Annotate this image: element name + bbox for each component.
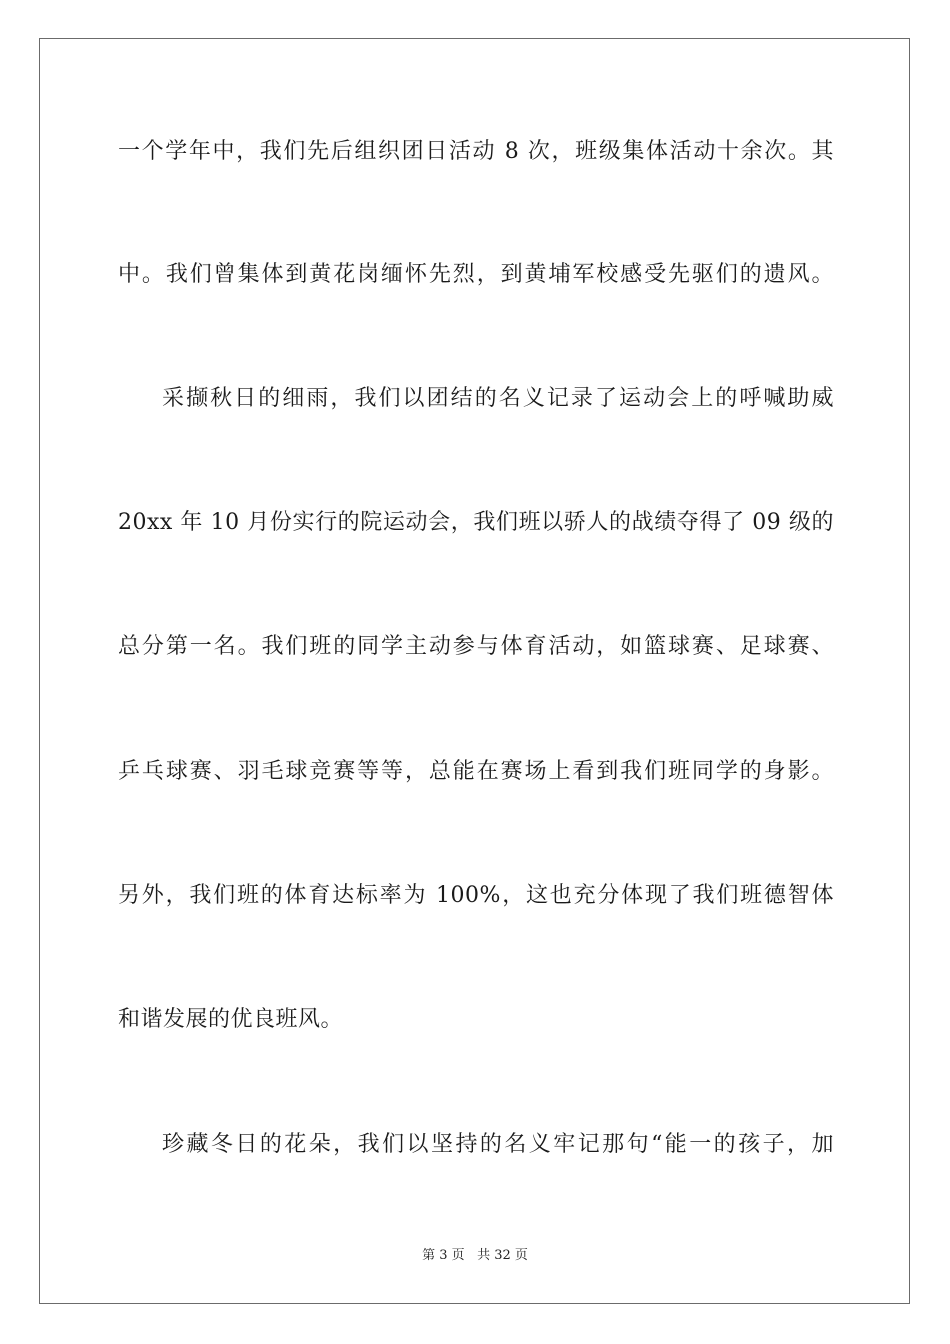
page-total: 共 32 页	[477, 1248, 528, 1263]
paragraph-line-9: 珍藏冬日的花朵，我们以坚持的名义牢记那句“能一的孩子，加	[162, 1132, 834, 1157]
paragraph-line-3: 采撷秋日的细雨，我们以团结的名义记录了运动会上的呼喊助威	[162, 386, 834, 411]
paragraph-line-6: 乒乓球赛、羽毛球竞赛等等，总能在赛场上看到我们班同学的身影。	[118, 759, 834, 784]
paragraph-line-5: 总分第一名。我们班的同学主动参与体育活动，如篮球赛、足球赛、	[118, 634, 834, 659]
paragraph-line-8: 和谐发展的优良班风。	[118, 1007, 344, 1032]
paragraph-line-7: 另外，我们班的体育达标率为 100%，这也充分体现了我们班德智体	[118, 883, 834, 908]
page-frame	[39, 38, 910, 1304]
page-footer	[0, 1247, 950, 1265]
paragraph-line-2: 中。我们曾集体到黄花岗缅怀先烈，到黄埔军校感受先驱们的遗风。	[118, 262, 834, 287]
page-number: 第 3 页	[422, 1248, 465, 1263]
paragraph-line-4: 20xx 年 10 月份实行的院运动会，我们班以骄人的战绩夺得了 09 级的	[118, 510, 834, 535]
paragraph-line-1: 一个学年中，我们先后组织团日活动 8 次，班级集体活动十余次。其	[118, 139, 834, 164]
